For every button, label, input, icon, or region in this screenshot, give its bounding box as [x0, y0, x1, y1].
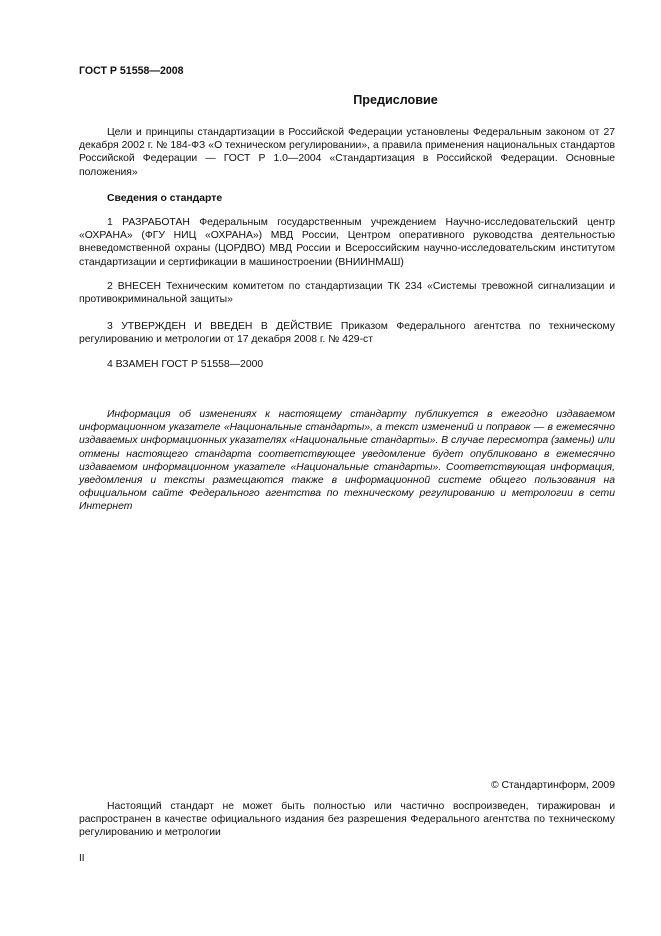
notice-paragraph [79, 408, 615, 514]
intro-text: Цели и принципы стандартизации в Российской Федерации установлены Федеральным законом от 27 декабря 2002 г. № 184-ФЗ «О техническом регулировании», а правила применения национальных стандартов Российской Федерации — ГОСТ Р 1.0—2004 «Стандартизация в Российской Федерации. Основные положения» [79, 127, 615, 178]
intro-paragraph [79, 126, 615, 179]
item-4 [79, 358, 615, 371]
copyright: © Стандартинформ, 2009 [490, 780, 615, 791]
rights-paragraph [79, 800, 615, 840]
item-2 [79, 280, 615, 306]
notice-text: Информация об изменениях к настоящему стандарту публикуется в ежегодно издаваемом информационном указателе «Национальные стандарты», а текст изменений и поправок — в ежемесячно издаваемых информационных указателях «Национальные стандарты». В случае пересмотра (замены) или отмены настоящего стандарта соответствующее уведомление будет опубликовано в ежемесячно издаваемом информационном указателе «Национальные стандарты». Соответствующая информация, уведомления и тексты размещаются также в информационной системе общего пользования на официальном сайте Федерального агентства по техническому регулированию и метрологии в сети Интернет [79, 409, 615, 513]
item-text: 1 РАЗРАБОТАН Федеральным государственным учреждением Научно-исследовательский центр «ОХРАНА» (ФГУ НИЦ «ОХРАНА») МВД России, Центром оперативного руководства деятельностью вневедомственной охраны (ЦОРДВО) МВД России и Всероссийским научно-исследовательским институтом стандартизации и сертификации в машиностроении (ВНИИНМАШ) [79, 217, 615, 268]
item-1 [79, 216, 615, 269]
page-title: Предисловие [353, 93, 438, 107]
item-text: 3 УТВЕРЖДЕН И ВВЕДЕН В ДЕЙСТВИЕ Приказом Федерального агентства по техническому регулированию и метрологии от 17 декабря 2008 г. № 429-ст [79, 321, 615, 346]
item-text: 4 ВЗАМЕН ГОСТ Р 51558—2000 [107, 359, 264, 370]
page-number: II [79, 853, 85, 864]
section-heading [79, 192, 615, 205]
item-3 [79, 320, 615, 346]
rights-text: Настоящий стандарт не может быть полностью или частично воспроизведен, тиражирован и распространен в качестве официального издания без разрешения Федерального агентства по техническому регулированию и метрологии [79, 801, 615, 839]
section-heading-text: Сведения о стандарте [107, 193, 223, 204]
document-id: ГОСТ Р 51558—2008 [79, 65, 184, 77]
item-text: 2 ВНЕСЕН Техническим комитетом по стандартизации ТК 234 «Системы тревожной сигнализации и противокриминальной защиты» [79, 281, 615, 306]
